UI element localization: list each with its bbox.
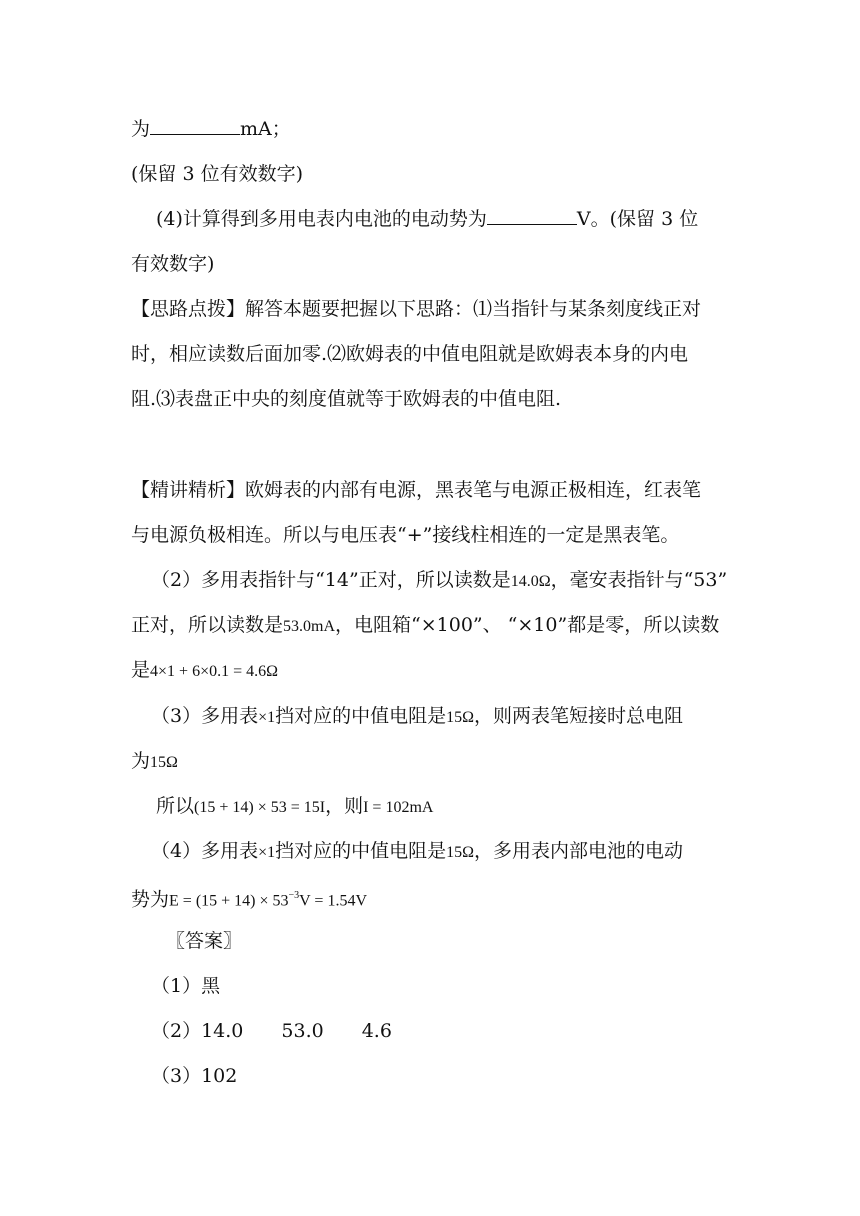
- math-expression: (15 + 14) × 53 = 15I: [194, 799, 326, 816]
- text-line: [131, 884, 731, 913]
- text-line: [131, 117, 731, 141]
- answer-line: （3）102: [151, 1065, 238, 1087]
- math-expression: 53.0mA: [283, 618, 336, 635]
- text: V。(保留 3 位: [576, 208, 699, 230]
- text-line: 时，相应读数后面加零.⑵欧姆表的中值电阻就是欧姆表本身的内电: [131, 343, 689, 365]
- text: mA；: [240, 118, 291, 140]
- math-expression: ×1: [258, 709, 276, 726]
- answer-line: （2）14.0 53.0 4.6: [151, 1020, 392, 1042]
- text-line: 阻.⑶表盘正中央的刻度值就等于欧姆表的中值电阻.: [131, 388, 562, 410]
- text-line: [151, 568, 751, 594]
- text-line: 【精讲精析】欧姆表的内部有电源，黑表笔与电源正极相连，红表笔: [131, 479, 702, 501]
- math-expression: 4×1 + 6×0.1 = 4.6Ω: [150, 663, 278, 680]
- text-line: [151, 704, 751, 730]
- text: 是: [131, 659, 151, 681]
- text-line: [131, 658, 731, 684]
- text: （4）多用表: [151, 840, 259, 862]
- text: 所以: [156, 795, 195, 817]
- text: ，则: [325, 795, 364, 817]
- math-expression: 14.0Ω: [510, 573, 551, 590]
- text: ，多用表内部电池的电动: [474, 840, 684, 862]
- math-expression: 15Ω: [446, 844, 475, 861]
- text-line: [151, 839, 751, 865]
- text-line: [131, 613, 731, 639]
- math-expression: 15Ω: [446, 709, 475, 726]
- text: 挡对应的中值电阻是: [275, 705, 447, 727]
- answer-blank: [487, 207, 577, 225]
- math-expression: 15Ω: [150, 754, 178, 771]
- text: 为: [131, 118, 151, 140]
- text-line: 【思路点拨】解答本题要把握以下思路：⑴当指针与某条刻度线正对: [131, 298, 702, 320]
- math-expression: E = (15 + 14) × 53: [169, 892, 289, 910]
- math-expression: V = 1.54V: [299, 892, 367, 910]
- text: ，毫安表指针与“53”: [550, 569, 728, 591]
- math-expression: I = 102mA: [363, 799, 434, 816]
- text-line: (保留 3 位有效数字): [131, 163, 303, 185]
- text-line: 与电源负极相连。所以与电压表“+”接线柱相连的一定是黑表笔。: [131, 524, 680, 546]
- text-line: 有效数字): [131, 253, 215, 275]
- text-line: [131, 749, 731, 775]
- text: （3）多用表: [151, 705, 259, 727]
- text: 为: [131, 750, 151, 772]
- text: ，电阻箱“×100”、 “×10”都是零，所以读数: [335, 614, 720, 636]
- math-superscript: −3: [288, 890, 300, 901]
- text-line: [156, 207, 756, 231]
- answer-line: （1）黑: [151, 975, 221, 997]
- text: （2）多用表指针与“14”正对，所以读数是: [151, 569, 511, 591]
- math-expression: ×1: [258, 844, 276, 861]
- answer-heading: 〖答案〗: [166, 930, 243, 952]
- text: 正对，所以读数是: [131, 614, 284, 636]
- answer-blank: [150, 117, 240, 135]
- text: 挡对应的中值电阻是: [275, 840, 447, 862]
- text: (4)计算得到多用电表内电池的电动势为: [156, 208, 487, 230]
- text: 势为: [131, 888, 170, 911]
- text-line: [156, 794, 756, 820]
- text: ，则两表笔短接时总电阻: [474, 705, 684, 727]
